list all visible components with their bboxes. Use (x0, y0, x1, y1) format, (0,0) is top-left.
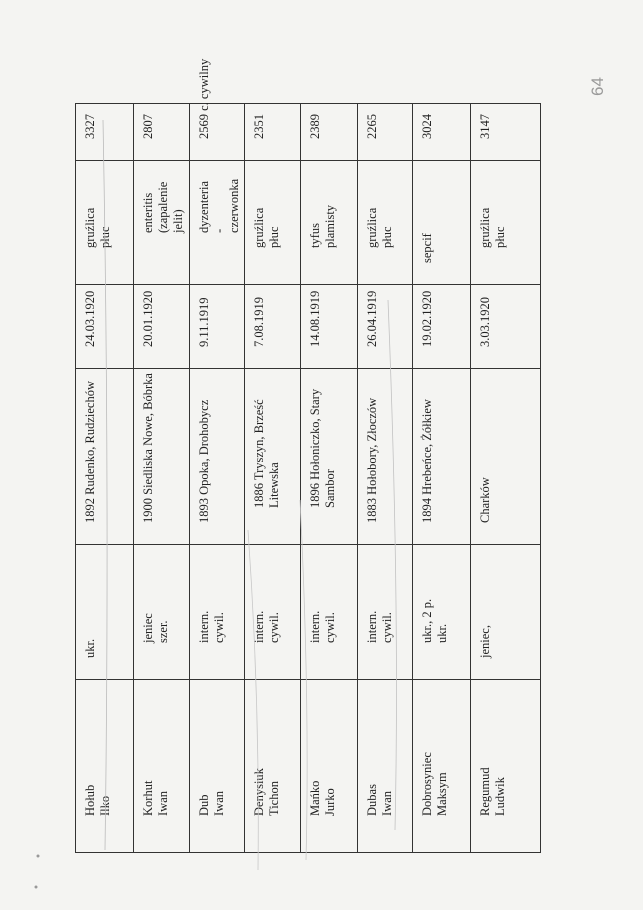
death-date-cell (134, 284, 189, 368)
number-cell (471, 104, 540, 160)
death-date-cell-text: 7.08.1919 (252, 297, 266, 347)
status-cell (471, 544, 540, 679)
page-number: 64 (588, 77, 607, 96)
cause-cell-text: dyzenteria - czerwonka (197, 178, 241, 233)
cause-cell (301, 160, 357, 284)
cause-cell-text: gruźlica płuc (365, 207, 394, 248)
death-date-cell (190, 284, 244, 368)
place-cell (358, 368, 412, 544)
death-date-cell (471, 284, 540, 368)
death-date-cell-text: 24.03.1920 (83, 290, 97, 347)
birth-year: 1886 (252, 483, 266, 508)
status-cell (358, 544, 412, 679)
name-cell-text: Mańko Jurko (308, 780, 337, 816)
status-cell (301, 544, 357, 679)
table-row (357, 104, 412, 852)
place-cell (245, 368, 300, 544)
name-cell-text: Korhut Iwan (141, 780, 170, 816)
cause-cell (134, 160, 189, 284)
number-cell-text: 3147 (478, 114, 492, 139)
death-date-cell (245, 284, 300, 368)
number-cell-text: 2569 c. cywilny (197, 58, 211, 139)
name-cell-text: Dub Iwan (197, 791, 226, 816)
birth-year: 1894 (420, 498, 434, 523)
name-cell-text: Dobrosyniec Maksym (420, 752, 449, 816)
number-cell (190, 58, 244, 160)
number-cell-text: 2389 (308, 114, 322, 139)
cause-cell-text: tyfus plamisty (308, 204, 337, 248)
place-text: Siedliska Nowe, Bóbrka (141, 373, 155, 495)
status-cell-text: ukr., 2 p. ukr. (420, 598, 449, 643)
birth-year: 1883 (365, 498, 379, 523)
number-cell (245, 104, 300, 160)
place-cell (471, 368, 540, 544)
records-table (75, 58, 541, 853)
number-cell-text: 2807 (141, 114, 155, 139)
place-text: Charków (478, 477, 492, 523)
birth-year: 1896 (308, 483, 322, 508)
place-cell (413, 368, 470, 544)
status-cell-text: intern. cywil. (197, 610, 226, 643)
number-cell (413, 104, 470, 160)
status-cell-text: intern. cywil. (365, 610, 394, 643)
status-cell (190, 544, 244, 679)
name-cell (358, 679, 412, 852)
cause-cell (76, 160, 133, 284)
table-row (470, 104, 540, 852)
name-cell (413, 679, 470, 852)
death-date-cell (358, 284, 412, 368)
name-cell (471, 679, 540, 852)
death-date-cell (76, 284, 133, 368)
death-date-cell (301, 284, 357, 368)
place-cell (190, 368, 244, 544)
name-cell (190, 679, 244, 852)
table-row (412, 104, 470, 852)
cause-cell-text: gruźlica płuc (83, 207, 112, 248)
name-cell (301, 679, 357, 852)
cause-cell-text: sepcif (420, 233, 434, 263)
name-cell (76, 679, 133, 852)
place-text: Hołoniczko, Stary Sambor (308, 388, 337, 508)
table-row (244, 104, 300, 852)
cause-cell (471, 160, 540, 284)
name-cell-text: Denysiuk Tichon (252, 768, 281, 816)
death-date-cell-text: 3.03.1920 (478, 297, 492, 347)
number-cell-text: 3024 (420, 114, 434, 139)
number-cell (358, 104, 412, 160)
status-cell-text: intern. cywil. (252, 610, 281, 643)
status-cell-text: intern. cywil. (308, 610, 337, 643)
table-row (133, 104, 189, 852)
status-cell-text: jeniec, (478, 625, 492, 658)
place-text: Tryszyn, Brześć Litewska (252, 399, 281, 508)
place-cell (134, 368, 189, 544)
number-cell-text: 2351 (252, 114, 266, 139)
death-date-cell-text: 20.01.1920 (141, 290, 155, 347)
table-row (189, 58, 244, 852)
cause-cell-text: gruźlica płuc (252, 207, 281, 248)
status-cell-text: ukr. (83, 638, 97, 658)
status-cell-text: jeniec szer. (141, 613, 170, 643)
place-cell (301, 368, 357, 544)
place-cell (76, 368, 133, 544)
status-cell (245, 544, 300, 679)
name-cell (134, 679, 189, 852)
death-date-cell-text: 26.04.1919 (365, 290, 379, 347)
place-text: Hołobory, Złoczów (365, 397, 379, 495)
name-cell-text: Regumud Ludwik (478, 767, 507, 816)
birth-year: 1900 (141, 498, 155, 523)
death-date-cell-text: 19.02.1920 (420, 290, 434, 347)
cause-cell (245, 160, 300, 284)
name-cell-text: Dubas Iwan (365, 784, 394, 816)
birth-year: 1893 (197, 498, 211, 523)
status-cell (413, 544, 470, 679)
name-cell (245, 679, 300, 852)
cause-cell-text: enteritis (zapalenie jelit) (141, 181, 185, 233)
cause-cell-text: gruźlica płuc (478, 207, 507, 248)
death-date-cell-text: 9.11.1919 (197, 297, 211, 347)
place-text: Hrebeńce, Żółkiew (420, 399, 434, 495)
birth-year: 1892 (83, 498, 97, 523)
table-row (76, 104, 133, 852)
number-cell (76, 104, 133, 160)
status-cell (134, 544, 189, 679)
place-text: Opoka, Drohobycz (197, 399, 211, 495)
place-text: Rudenko, Rudziechów (83, 381, 97, 495)
death-date-cell (413, 284, 470, 368)
number-cell-text: 3327 (83, 114, 97, 139)
table-row (300, 104, 357, 852)
cause-cell (190, 160, 244, 284)
cause-cell (358, 160, 412, 284)
number-cell-text: 2265 (365, 114, 379, 139)
status-cell (76, 544, 133, 679)
name-cell-text: Hołub Ilko (83, 784, 112, 816)
death-date-cell-text: 14.08.1919 (308, 290, 322, 347)
cause-cell (413, 160, 470, 284)
number-cell (301, 104, 357, 160)
number-cell (134, 104, 189, 160)
